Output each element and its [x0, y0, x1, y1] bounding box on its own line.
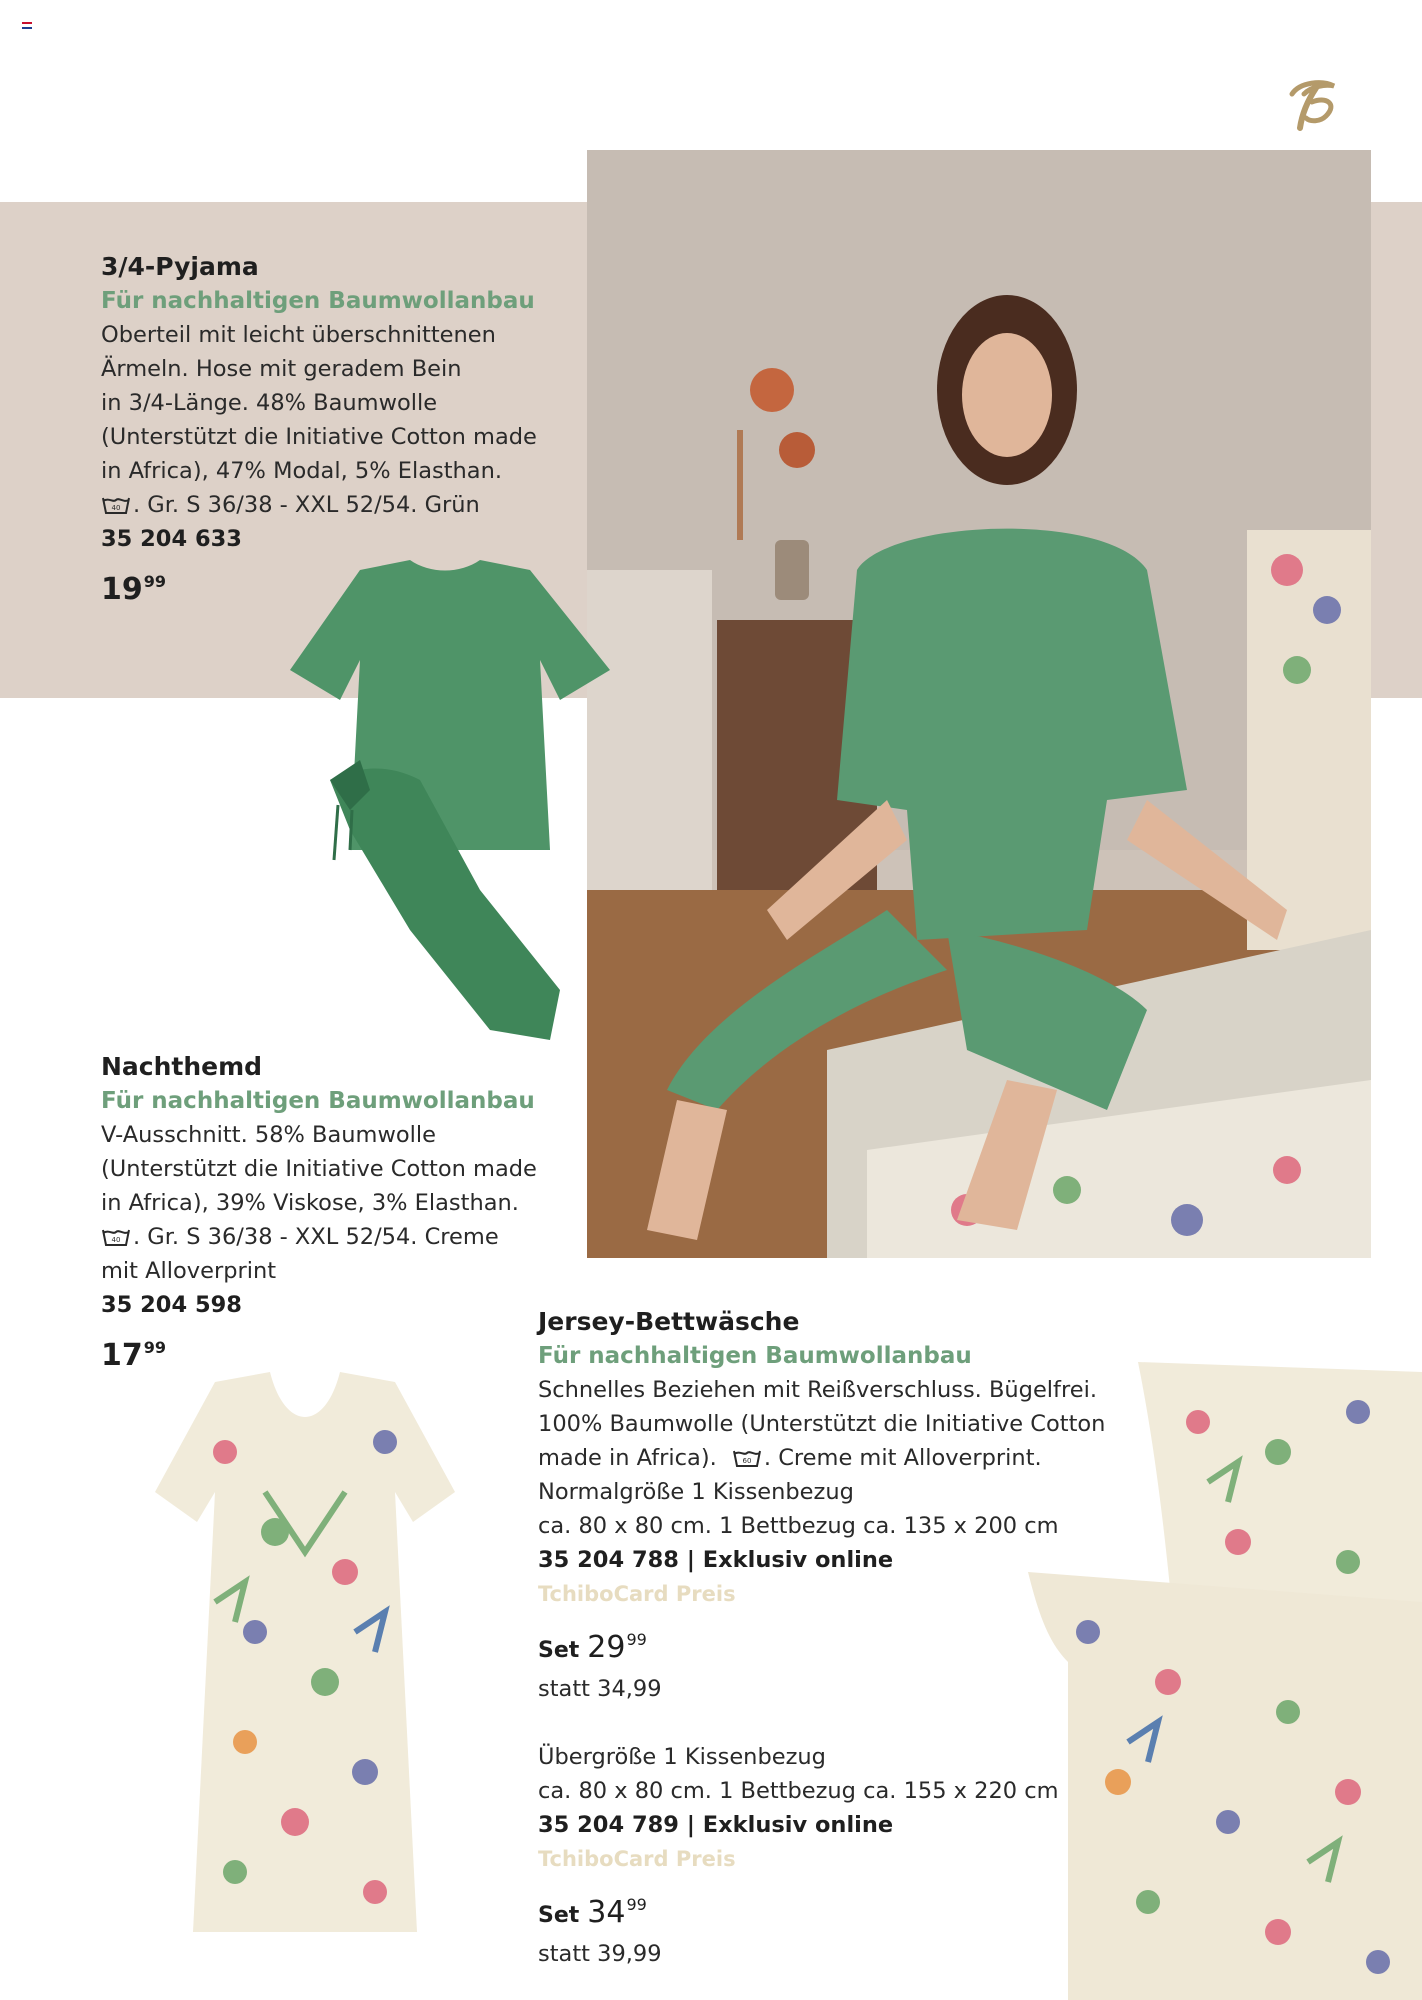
bettwaesche-normal-line1: Normalgröße 1 Kissenbezug	[538, 1479, 854, 1505]
wash-symbol-icon	[732, 1448, 762, 1468]
pyjama-product-image	[290, 560, 610, 1040]
nachthemd-info	[101, 1050, 537, 1376]
lifestyle-photo	[587, 150, 1371, 1258]
pyjama-desc-4: (Unterstützt die Initiative Cotton made	[101, 424, 537, 450]
bettwaesche-ueber-article: 35 204 789 | Exklusiv online	[538, 1812, 894, 1838]
bettwaesche-normal-price-main: 29	[587, 1630, 626, 1665]
pyjama-title: 3/4-Pyjama	[101, 252, 259, 281]
bettwaesche-normal-article: 35 204 788 | Exklusiv online	[538, 1547, 894, 1573]
nachthemd-title: Nachthemd	[101, 1052, 263, 1081]
bettwaesche-normal-price-cents: 99	[626, 1630, 647, 1649]
nachthemd-price-cents: 99	[143, 1338, 167, 1357]
pyjama-price-main: 19	[101, 572, 143, 607]
flag-icon	[22, 22, 32, 29]
bettwaesche-desc-2: 100% Baumwolle (Unterstützt die Initiative Cotton	[538, 1411, 1106, 1437]
wash-symbol-icon	[101, 495, 131, 515]
svg-text:40: 40	[111, 504, 121, 512]
nachthemd-size-line-2: mit Alloverprint	[101, 1258, 277, 1284]
bettwaesche-normal-tchibocard: TchiboCard Preis	[538, 1582, 736, 1606]
nachthemd-desc-3: in Africa), 39% Viskose, 3% Elasthan.	[101, 1190, 519, 1216]
nachthemd-price	[101, 1328, 537, 1376]
pyjama-desc-5: in Africa), 47% Modal, 5% Elasthan.	[101, 458, 502, 484]
bettwaesche-ueber-line2: ca. 80 x 80 cm. 1 Bettbezug ca. 155 x 220 cm	[538, 1778, 1059, 1804]
nachthemd-subtitle: Für nachhaltigen Baumwollanbau	[101, 1088, 535, 1114]
svg-text:40: 40	[111, 1236, 121, 1244]
pyjama-article-number: 35 204 633	[101, 526, 242, 552]
bettwaesche-desc-3-pre: made in Africa).	[538, 1445, 717, 1471]
nachthemd-desc-1: V-Ausschnitt. 58% Baumwolle	[101, 1122, 436, 1148]
nachthemd-price-main: 17	[101, 1338, 143, 1373]
bettwaesche-subtitle: Für nachhaltigen Baumwollanbau	[538, 1343, 972, 1369]
tchibo-logo	[1282, 74, 1344, 136]
bettwaesche-normal-price	[538, 1619, 1105, 1672]
bettwaesche-desc-3	[538, 1441, 1105, 1475]
bettwaesche-ueber-price	[538, 1884, 1105, 1937]
pyjama-size-line	[101, 488, 537, 522]
bettwaesche-normal-line2: ca. 80 x 80 cm. 1 Bettbezug ca. 135 x 200 cm	[538, 1513, 1059, 1539]
nachthemd-size-text: . Gr. S 36/38 - XXL 52/54. Creme	[133, 1224, 499, 1250]
nachthemd-article-number: 35 204 598	[101, 1292, 242, 1318]
wash-symbol-icon	[101, 1227, 131, 1247]
bettwaesche-desc-3-post: . Creme mit Alloverprint.	[763, 1445, 1042, 1471]
pyjama-price	[101, 562, 537, 610]
bettwaesche-ueber-statt: statt 39,99	[538, 1941, 662, 1967]
pyjama-price-cents: 99	[143, 572, 167, 591]
svg-text:60: 60	[742, 1457, 752, 1465]
nachthemd-desc-2: (Unterstützt die Initiative Cotton made	[101, 1156, 537, 1182]
bettwaesche-ueber-price-cents: 99	[626, 1895, 647, 1914]
pyjama-size-text: . Gr. S 36/38 - XXL 52/54. Grün	[133, 492, 480, 518]
bettwaesche-info	[538, 1305, 1105, 1971]
pyjama-info	[101, 250, 537, 610]
bettwaesche-ueber-tchibocard: TchiboCard Preis	[538, 1847, 736, 1871]
bettwaesche-ueber-set-label: Set	[538, 1903, 580, 1928]
pyjama-desc-2: Ärmeln. Hose mit geradem Bein	[101, 356, 462, 382]
bettwaesche-ueber-price-main: 34	[587, 1895, 626, 1930]
bettwaesche-ueber-line1: Übergröße 1 Kissenbezug	[538, 1744, 826, 1770]
pyjama-desc-1: Oberteil mit leicht überschnittenen	[101, 322, 496, 348]
bettwaesche-desc-1: Schnelles Beziehen mit Reißverschluss. Bügelfrei.	[538, 1377, 1097, 1403]
bettwaesche-title: Jersey-Bettwäsche	[538, 1307, 800, 1336]
bettwaesche-normal-statt: statt 34,99	[538, 1676, 662, 1702]
bettwaesche-normal-set-label: Set	[538, 1638, 580, 1663]
nachthemd-size-line	[101, 1220, 537, 1254]
nachthemd-product-image	[155, 1372, 455, 1940]
pyjama-subtitle: Für nachhaltigen Baumwollanbau	[101, 288, 535, 314]
pyjama-desc-3: in 3/4-Länge. 48% Baumwolle	[101, 390, 438, 416]
